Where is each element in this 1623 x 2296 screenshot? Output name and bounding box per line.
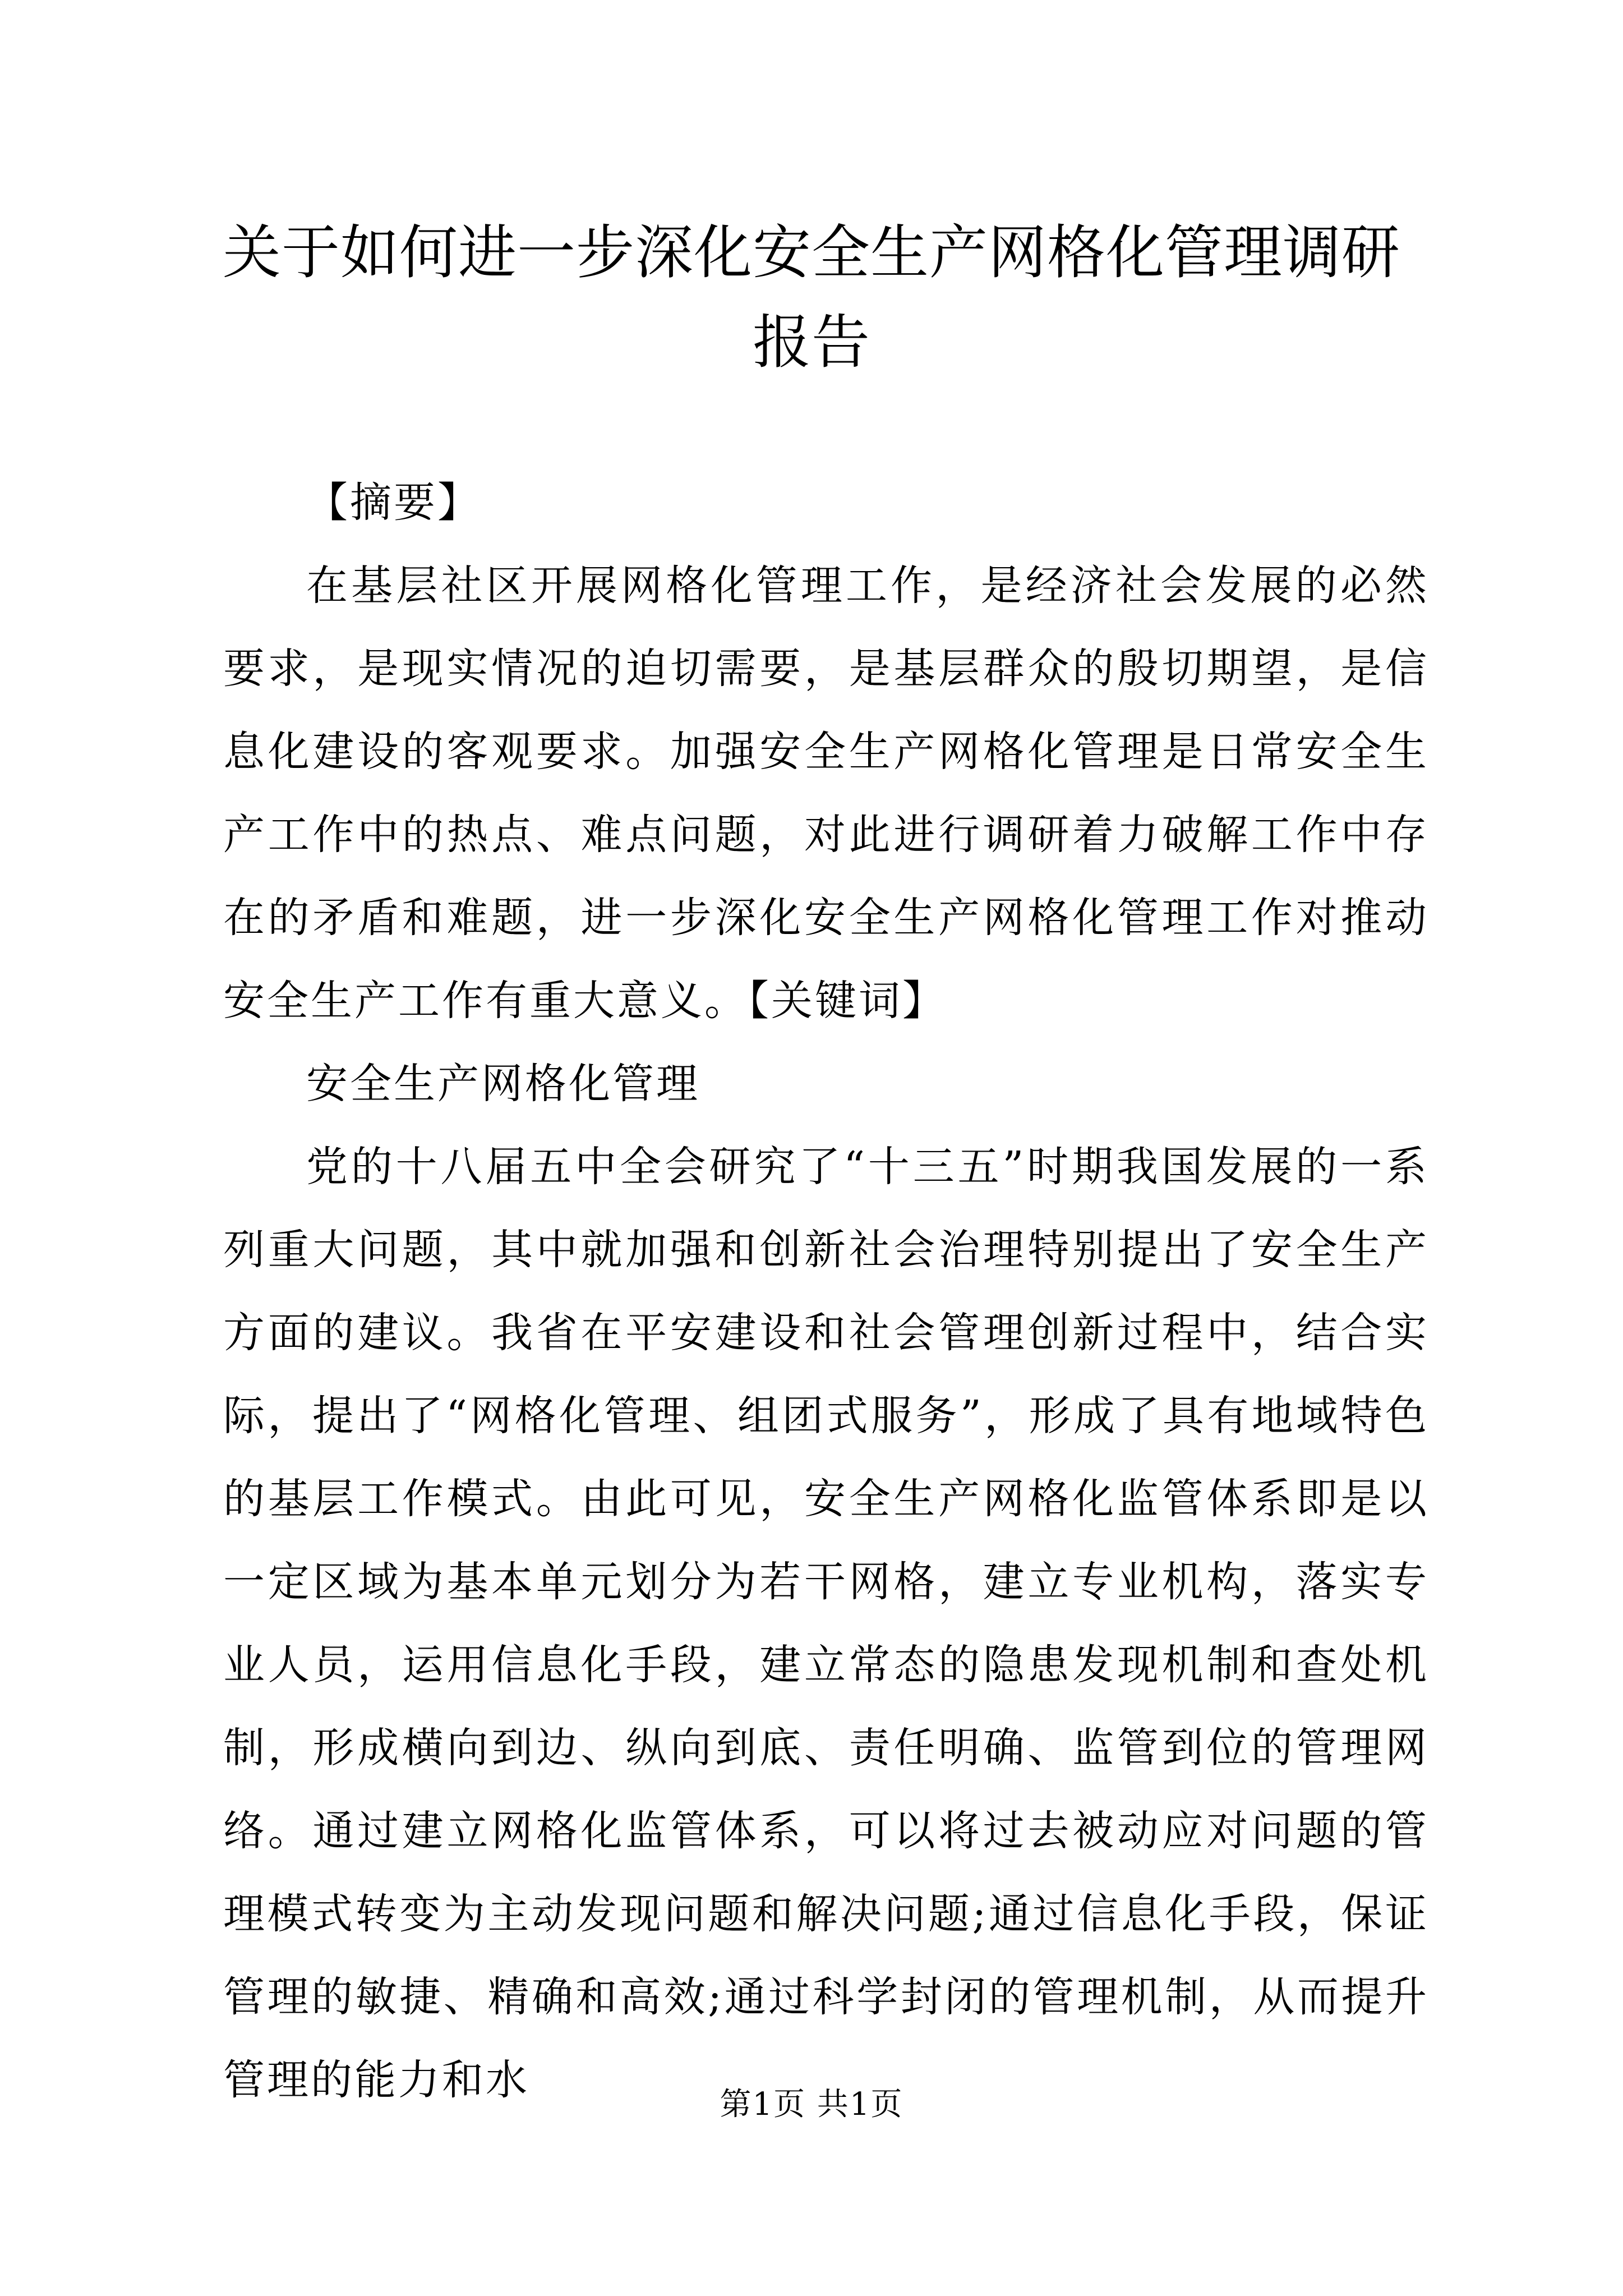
abstract-heading: 【摘要】 (306, 478, 481, 527)
document-body (223, 461, 1429, 2122)
page-footer: 第1页 共1页 (720, 2086, 903, 2123)
title-line-1: 关于如何进一步深化安全生产网格化管理调研 (222, 218, 1400, 287)
title-line-2: 报告 (752, 308, 870, 376)
abstract-paragraph: 在基层社区开展网格化管理工作，是经济社会发展的必然要求，是现实情况的迫切需要，是基层群众的殷切期望，是信息化建设的客观要求。加强安全生产网格化管理是日常安全生产工作中的热点、难点问题，对此进行调研着力破解工作中存在的矛盾和难题，进一步深化安全生产网格化管理工作对推动安全生产工作有重大意义。【关键词】 (223, 562, 1429, 1025)
keywords-paragraph: 安全生产网格化管理 (306, 1060, 700, 1108)
document-title (202, 208, 1421, 387)
body-paragraph: 党的十八届五中全会研究了“十三五”时期我国发展的一系列重大问题，其中就加强和创新社会治理特别提出了安全生产方面的建议。我省在平安建设和社会管理创新过程中，结合实际，提出了“网格化管理、组团式服务”，形成了具有地域特色的基层工作模式。由此可见，安全生产网格化监管体系即是以一定区域为基本单元划分为若干网格，建立专业机构，落实专业人员，运用信息化手段，建立常态的隐患发现机制和查处机制，形成横向到边、纵向到底、责任明确、监管到位的管理网络。通过建立网格化监管体系，可以将过去被动应对问题的管理模式转变为主动发现问题和解决问题;通过信息化手段，保证管理的敏捷、精确和高效;通过科学封闭的管理机制，从而提升管理的能力和水 (223, 1143, 1429, 2104)
